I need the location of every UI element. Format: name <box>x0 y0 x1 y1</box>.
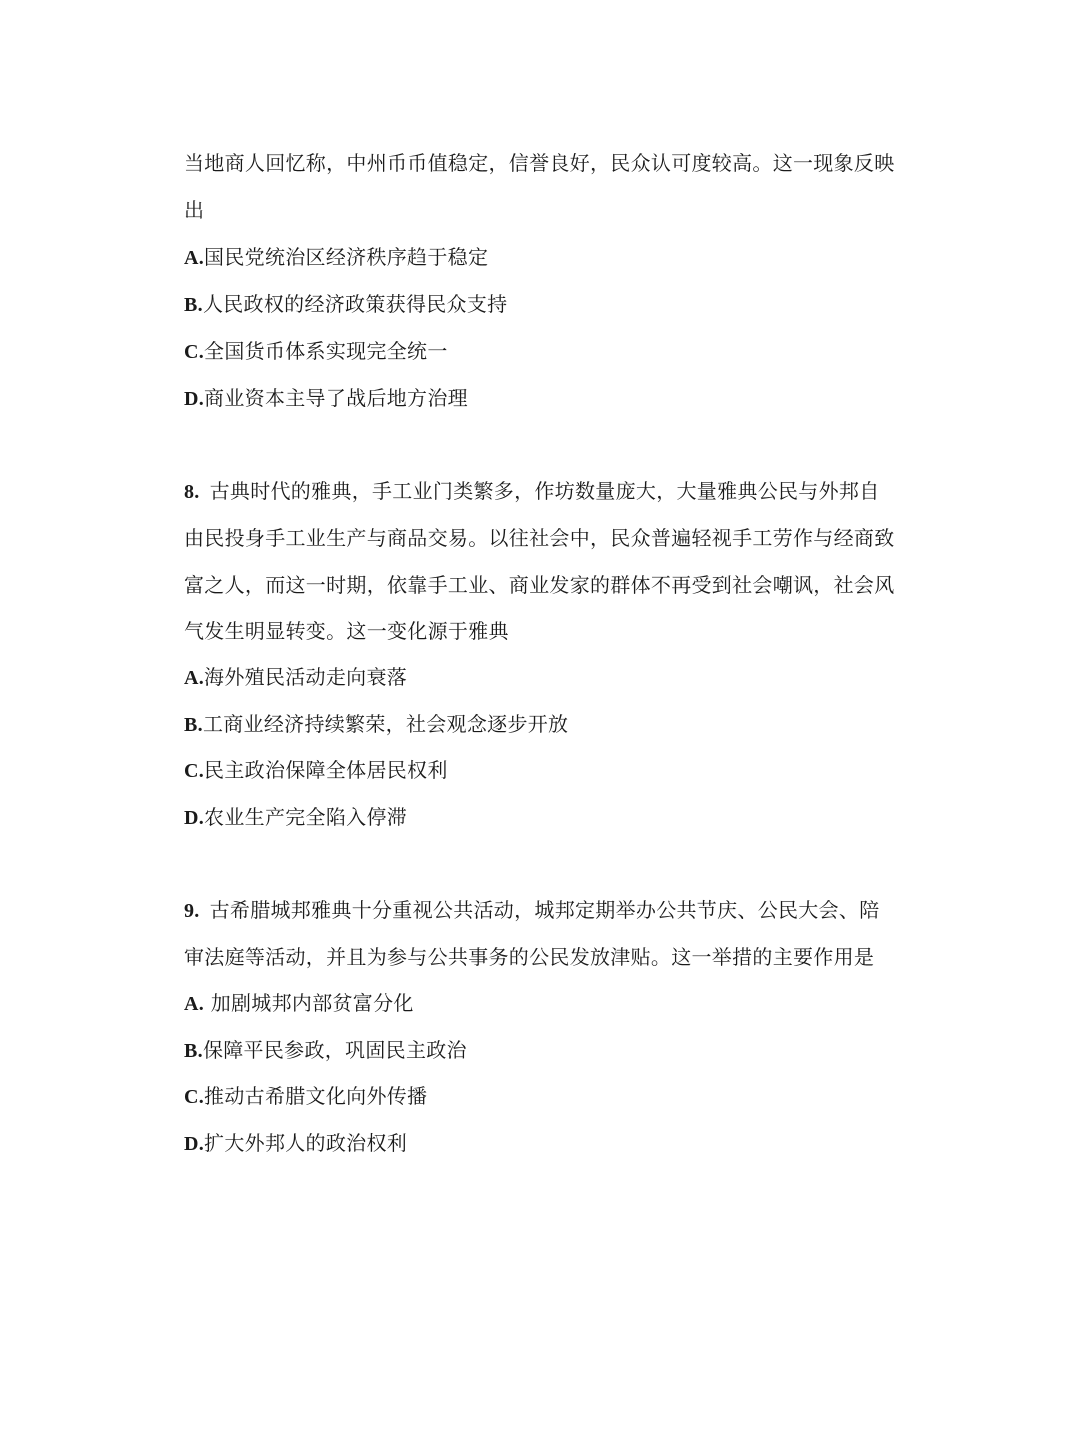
q8-option-d <box>184 802 924 833</box>
q9-option-a <box>184 988 924 1019</box>
option-letter: C. <box>184 341 205 363</box>
option-letter: B. <box>184 294 203 316</box>
option-text: 保障平民参政，巩固民主政治 <box>202 1038 467 1062</box>
option-text: 工商业经济持续繁荣，社会观念逐步开放 <box>202 712 569 736</box>
option-letter: D. <box>184 1133 205 1155</box>
option-letter: D. <box>184 807 205 829</box>
q7-option-b <box>184 289 924 320</box>
option-text: 农业生产完全陷入停滞 <box>204 805 408 829</box>
q7-option-a <box>184 242 924 273</box>
option-letter: A. <box>184 247 205 269</box>
option-letter: A. <box>184 993 205 1015</box>
option-text: 扩大外邦人的政治权利 <box>204 1131 408 1155</box>
option-letter: C. <box>184 760 205 782</box>
option-text: 全国货币体系实现完全统一 <box>204 339 448 363</box>
question-number: 8. <box>184 481 200 503</box>
option-text: 海外殖民活动走向衰落 <box>204 665 408 689</box>
q8-option-b <box>184 709 924 740</box>
option-text: 人民政权的经济政策获得民众支持 <box>202 292 508 316</box>
q8-option-a <box>184 662 924 693</box>
q7-option-d <box>184 383 924 414</box>
q8-stem-line-3: 富之人，而这一时期，依靠手工业、商业发家的群体不再受到社会嘲讽，社会风 <box>184 573 895 597</box>
option-text: 国民党统治区经济秩序趋于稳定 <box>204 245 489 269</box>
option-text: 推动古希腊文化向外传播 <box>204 1084 428 1108</box>
option-letter: C. <box>184 1086 205 1108</box>
option-letter: A. <box>184 667 205 689</box>
q9-stem-line-2: 审法庭等活动，并且为参与公共事务的公民发放津贴。这一举措的主要作用是 <box>184 945 875 969</box>
option-letter: D. <box>184 388 205 410</box>
q7-stem-line-1: 当地商人回忆称，中州币币值稳定，信誉良好，民众认可度较高。这一现象反映 <box>184 151 895 175</box>
q9-stem-line-1 <box>184 895 924 926</box>
option-text: 加剧城邦内部贫富分化 <box>204 991 414 1015</box>
q7-stem-line-2: 出 <box>184 198 205 222</box>
question-number: 9. <box>184 900 200 922</box>
q7-option-c <box>184 336 924 367</box>
option-letter: B. <box>184 1040 203 1062</box>
option-letter: B. <box>184 714 203 736</box>
stem-text: 古典时代的雅典，手工业门类繁多，作坊数量庞大，大量雅典公民与外邦自 <box>209 479 880 503</box>
q8-option-c <box>184 755 924 786</box>
option-text: 民主政治保障全体居民权利 <box>204 758 448 782</box>
option-text: 商业资本主导了战后地方治理 <box>204 386 468 410</box>
q8-stem-line-4: 气发生明显转变。这一变化源于雅典 <box>184 619 509 643</box>
q9-option-d <box>184 1128 924 1159</box>
q8-stem-line-1 <box>184 476 924 507</box>
stem-text: 古希腊城邦雅典十分重视公共活动，城邦定期举办公共节庆、公民大会、陪 <box>209 898 880 922</box>
q8-stem-line-2: 由民投身手工业生产与商品交易。以往社会中，民众普遍轻视手工劳作与经商致 <box>184 526 895 550</box>
q9-option-c <box>184 1081 924 1112</box>
q9-option-b <box>184 1035 924 1066</box>
